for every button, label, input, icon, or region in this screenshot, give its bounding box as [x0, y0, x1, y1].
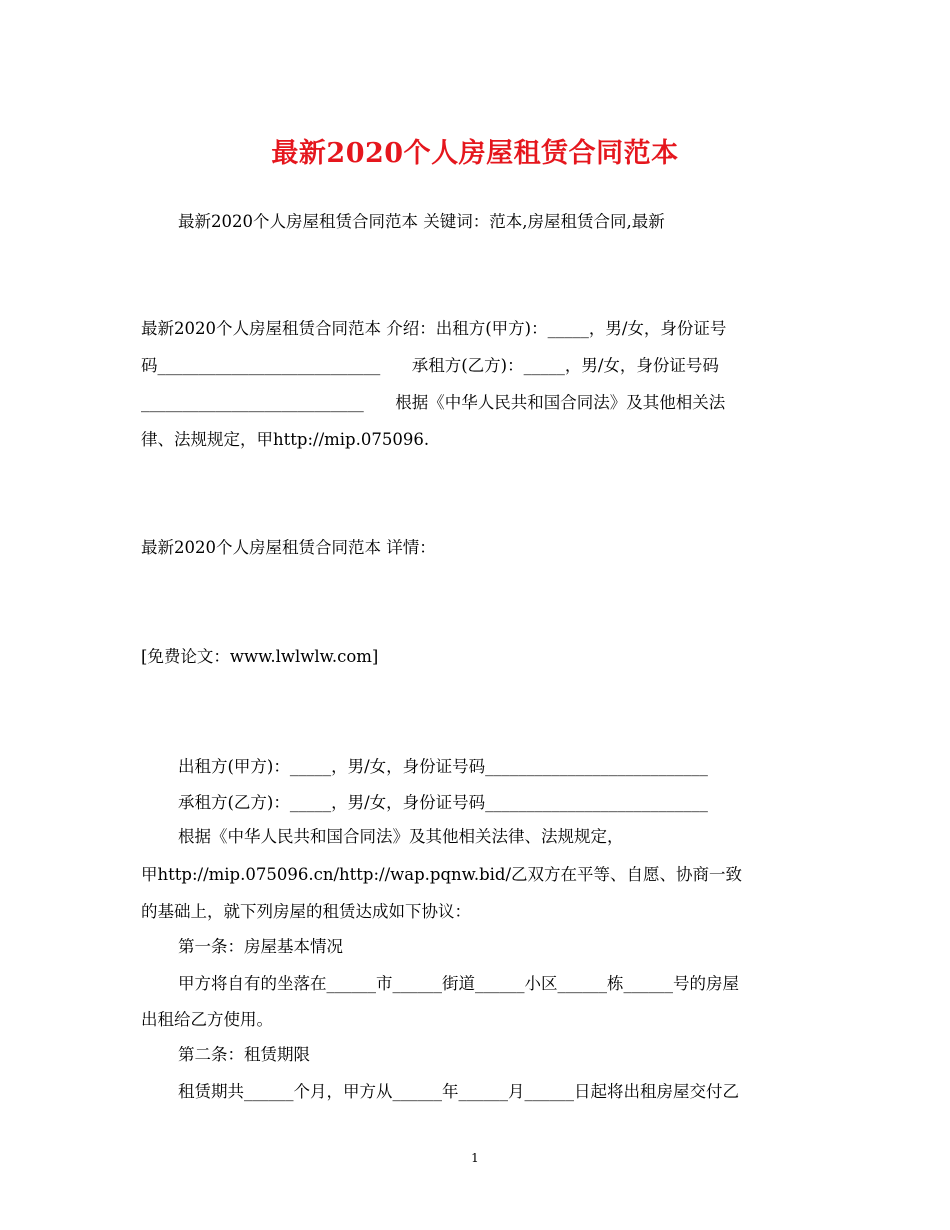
source-note: [免费论文：www.lwlwlw.com] [141, 647, 379, 666]
keywords-line: 最新2020个人房屋租赁合同范本 关键词：范本,房屋租赁合同,最新 [178, 212, 665, 231]
article-2-text: 租赁期共______个月，甲方从______年______月______日起将出租房屋交付乙 [178, 1082, 739, 1101]
details-heading: 最新2020个人房屋租赁合同范本 详情： [141, 538, 436, 557]
intro-line-4: 律、法规规定，甲http://mip.075096. [141, 430, 430, 449]
basis-line: 根据《中华人民共和国合同法》及其他相关法律、法规规定， [178, 827, 624, 846]
lessor-line: 出租方(甲方)：_____，男/女，身份证号码___________________________ [178, 757, 708, 776]
page-number: 1 [471, 1151, 479, 1165]
article-2-title: 第二条：租赁期限 [178, 1045, 310, 1064]
page-title: 最新2020个人房屋租赁合同范本 [271, 138, 679, 169]
intro-line-1: 最新2020个人房屋租赁合同范本 介绍：出租方(甲方)：_____，男/女，身份证号 [141, 319, 727, 338]
article-1-text: 甲方将自有的坐落在______市______街道______小区______栋______号的房屋 [178, 974, 739, 993]
article-1-title: 第一条：房屋基本情况 [178, 937, 343, 956]
intro-line-2: 码___________________________ 承租方(乙方)：_____，男/女，身份证号码 [141, 356, 719, 375]
basis-line-2: 甲http://mip.075096.cn/http://wap.pqnw.bid/乙双方在平等、自愿、协商一致 [141, 865, 743, 884]
intro-line-3: ___________________________ 根据《中华人民共和国合同法》及其他相关法 [141, 393, 726, 412]
basis-line-3: 的基础上，就下列房屋的租赁达成如下协议： [141, 902, 471, 921]
article-1-text-2: 出租给乙方使用。 [141, 1010, 273, 1029]
lessee-line: 承租方(乙方)：_____，男/女，身份证号码___________________________ [178, 793, 708, 812]
